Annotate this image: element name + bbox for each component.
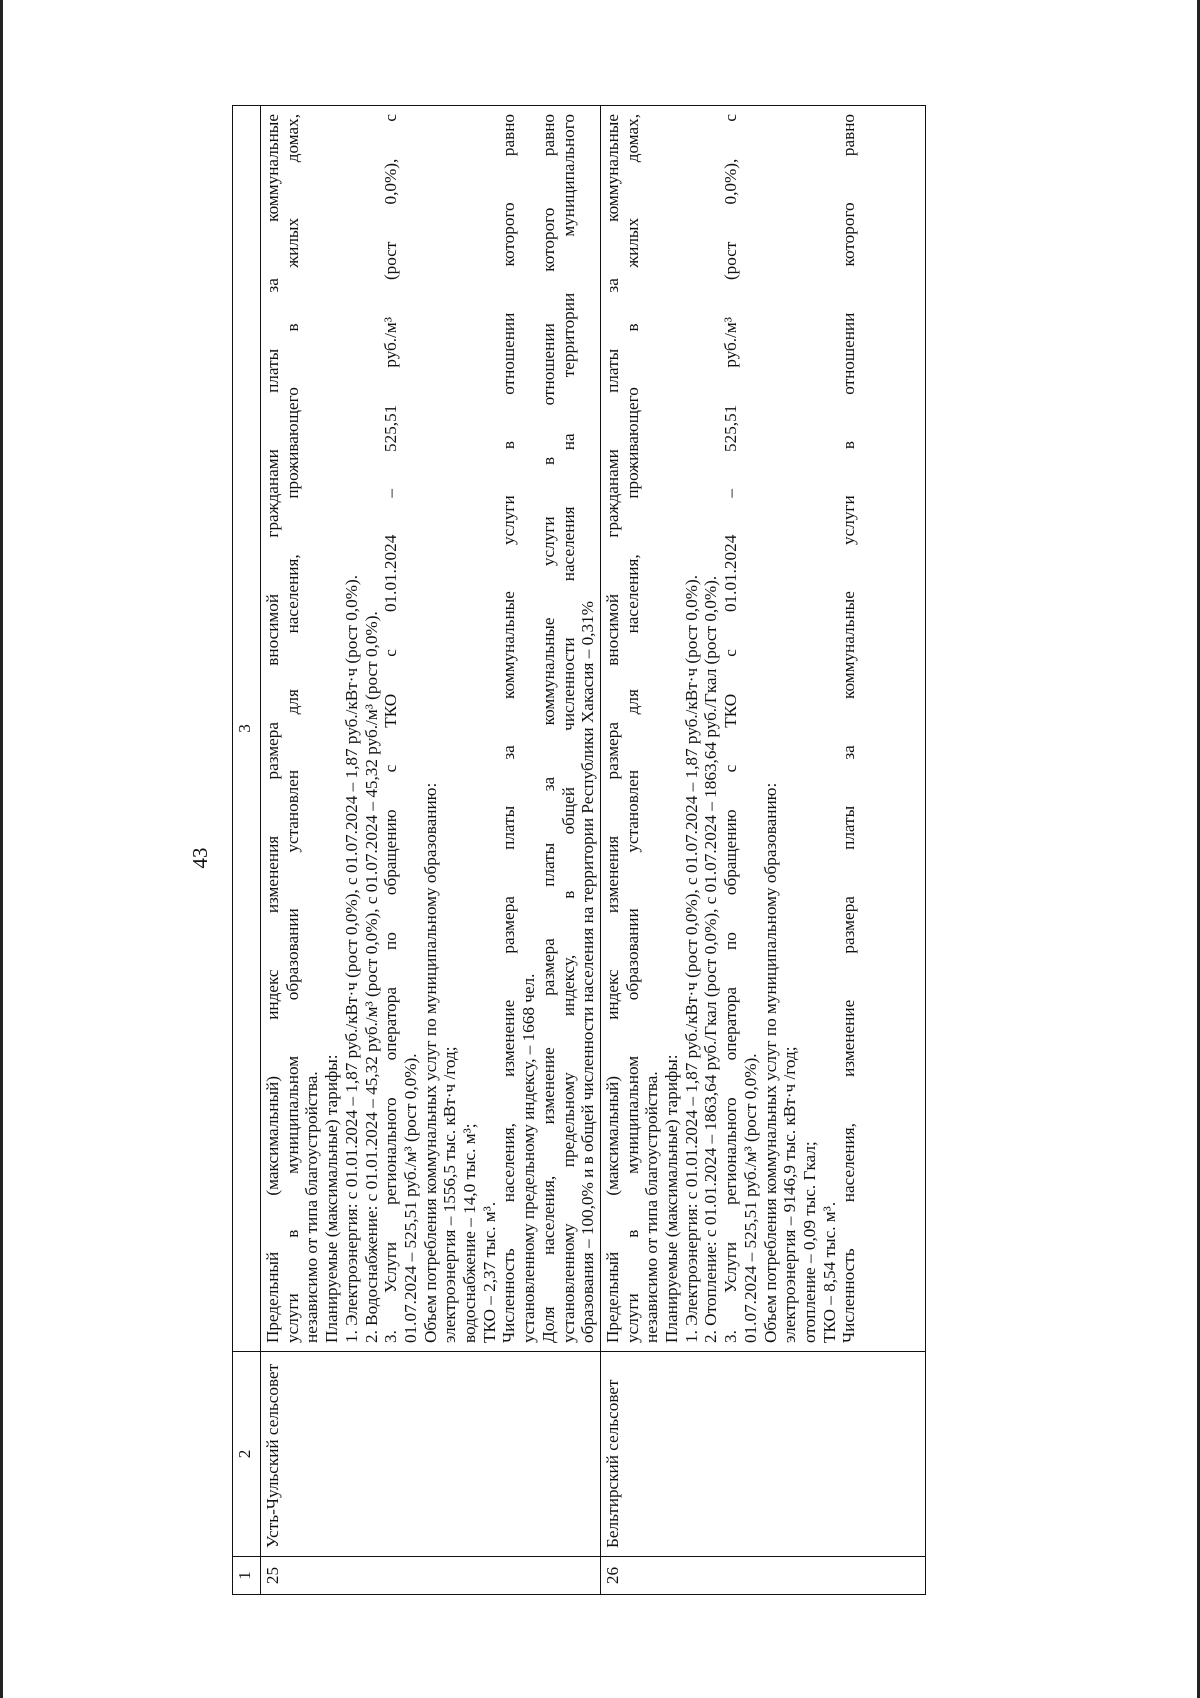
- description-line: электроэнергия – 1556,5 тыс. кВт·ч /год;: [440, 1046, 460, 1343]
- municipality-name: Усть-Чульский сельсовет: [261, 1352, 601, 1557]
- description-line: ТКО – 8,54 тыс. м³.: [819, 1201, 839, 1343]
- description-line: услуги в муниципальном образовании установлен для населения, проживающего в жилых домах,: [622, 114, 642, 1343]
- description-line: 2. Отопление: с 01.01.2024 – 1863,64 руб./Гкал (рост 0,0%), с 01.07.2024 – 1863,64 руб./Гкал (рост 0,0%).: [701, 575, 721, 1343]
- description-line: установленному предельному индексу, в общей численности населения на территории муниципального: [558, 114, 578, 1343]
- column-header-2: 2: [233, 1352, 261, 1557]
- description-line: ТКО – 2,37 тыс. м³.: [479, 1201, 499, 1343]
- description-line: Объем потребления коммунальных услуг по муниципальному образованию:: [420, 782, 440, 1343]
- tariff-description: [261, 106, 601, 1352]
- table-row: [600, 106, 925, 1595]
- description-line: независимо от типа благоустройства.: [302, 1071, 322, 1343]
- row-number: 25: [261, 1557, 601, 1595]
- tariff-table: [232, 105, 926, 1595]
- description-line: 3. Услуги регионального оператора по обращению с ТКО с 01.01.2024 – 525,51 руб./м³ (рост 0,0%), с: [381, 114, 401, 1343]
- description-line: Планируемые (максимальные) тарифы:: [662, 1054, 682, 1343]
- table-header-row: [233, 106, 261, 1595]
- column-header-3: 3: [233, 106, 261, 1352]
- description-line: 1. Электроэнергия: с 01.01.2024 – 1,87 руб./кВт·ч (рост 0,0%), с 01.07.2024 – 1,87 руб./кВт·ч (рост 0,0%).: [341, 574, 361, 1343]
- description-line: отопление – 0,09 тыс. Гкал;: [799, 1141, 819, 1343]
- description-line: Планируемые (максимальные) тарифы:: [322, 1054, 342, 1343]
- description-line: Доля населения, изменение размера платы за коммунальные услуги в отношении которого равно: [538, 114, 558, 1343]
- table-row: [261, 106, 601, 1595]
- description-line: Численность населения, изменение размера платы за коммунальные услуги в отношении которого равно: [839, 114, 859, 1343]
- description-line: образования – 100,0% и в общей численности населения на территории Республики Хакасия – 0,31%: [578, 601, 598, 1343]
- description-line: независимо от типа благоустройства.: [642, 1071, 662, 1343]
- tariff-description: [600, 106, 925, 1352]
- description-line: Объем потребления коммунальных услуг по муниципальному образованию:: [760, 782, 780, 1343]
- description-line: 2. Водоснабжение: с 01.01.2024 – 45,32 руб./м³ (рост 0,0%), с 01.07.2024 – 45,32 руб./м³ (рост 0,0%).: [361, 611, 381, 1343]
- description-line: 01.07.2024 – 525,51 руб./м³ (рост 0,0%).: [400, 1053, 420, 1343]
- description-line: услуги в муниципальном образовании установлен для населения, проживающего в жилых домах,: [282, 114, 302, 1343]
- description-line: 3. Услуги регионального оператора по обращению с ТКО с 01.01.2024 – 525,51 руб./м³ (рост 0,0%), с: [721, 114, 741, 1343]
- page-number: 43: [188, 847, 212, 869]
- description-line: Предельный (максимальный) индекс изменения размера вносимой гражданами платы за коммунальные: [263, 114, 282, 1343]
- description-line: установленному предельному индексу, – 1668 чел.: [519, 973, 539, 1343]
- column-header-1: 1: [233, 1557, 261, 1595]
- description-line: 01.07.2024 – 525,51 руб./м³ (рост 0,0%).: [740, 1053, 760, 1343]
- row-number: 26: [600, 1557, 925, 1595]
- description-line: электроэнергия – 9146,9 тыс. кВт·ч /год;: [780, 1046, 800, 1343]
- description-line: водоснабжение – 14,0 тыс. м³;: [460, 1123, 480, 1343]
- municipality-name: Бельтирский сельсовет: [600, 1352, 925, 1557]
- description-line: 1. Электроэнергия: с 01.01.2024 – 1,87 руб./кВт·ч (рост 0,0%), с 01.07.2024 – 1,87 руб./кВт·ч (рост 0,0%).: [681, 574, 701, 1343]
- description-line: Численность населения, изменение размера платы за коммунальные услуги в отношении которого равно: [499, 114, 519, 1343]
- description-line: Предельный (максимальный) индекс изменения размера вносимой гражданами платы за коммунальные: [602, 114, 622, 1343]
